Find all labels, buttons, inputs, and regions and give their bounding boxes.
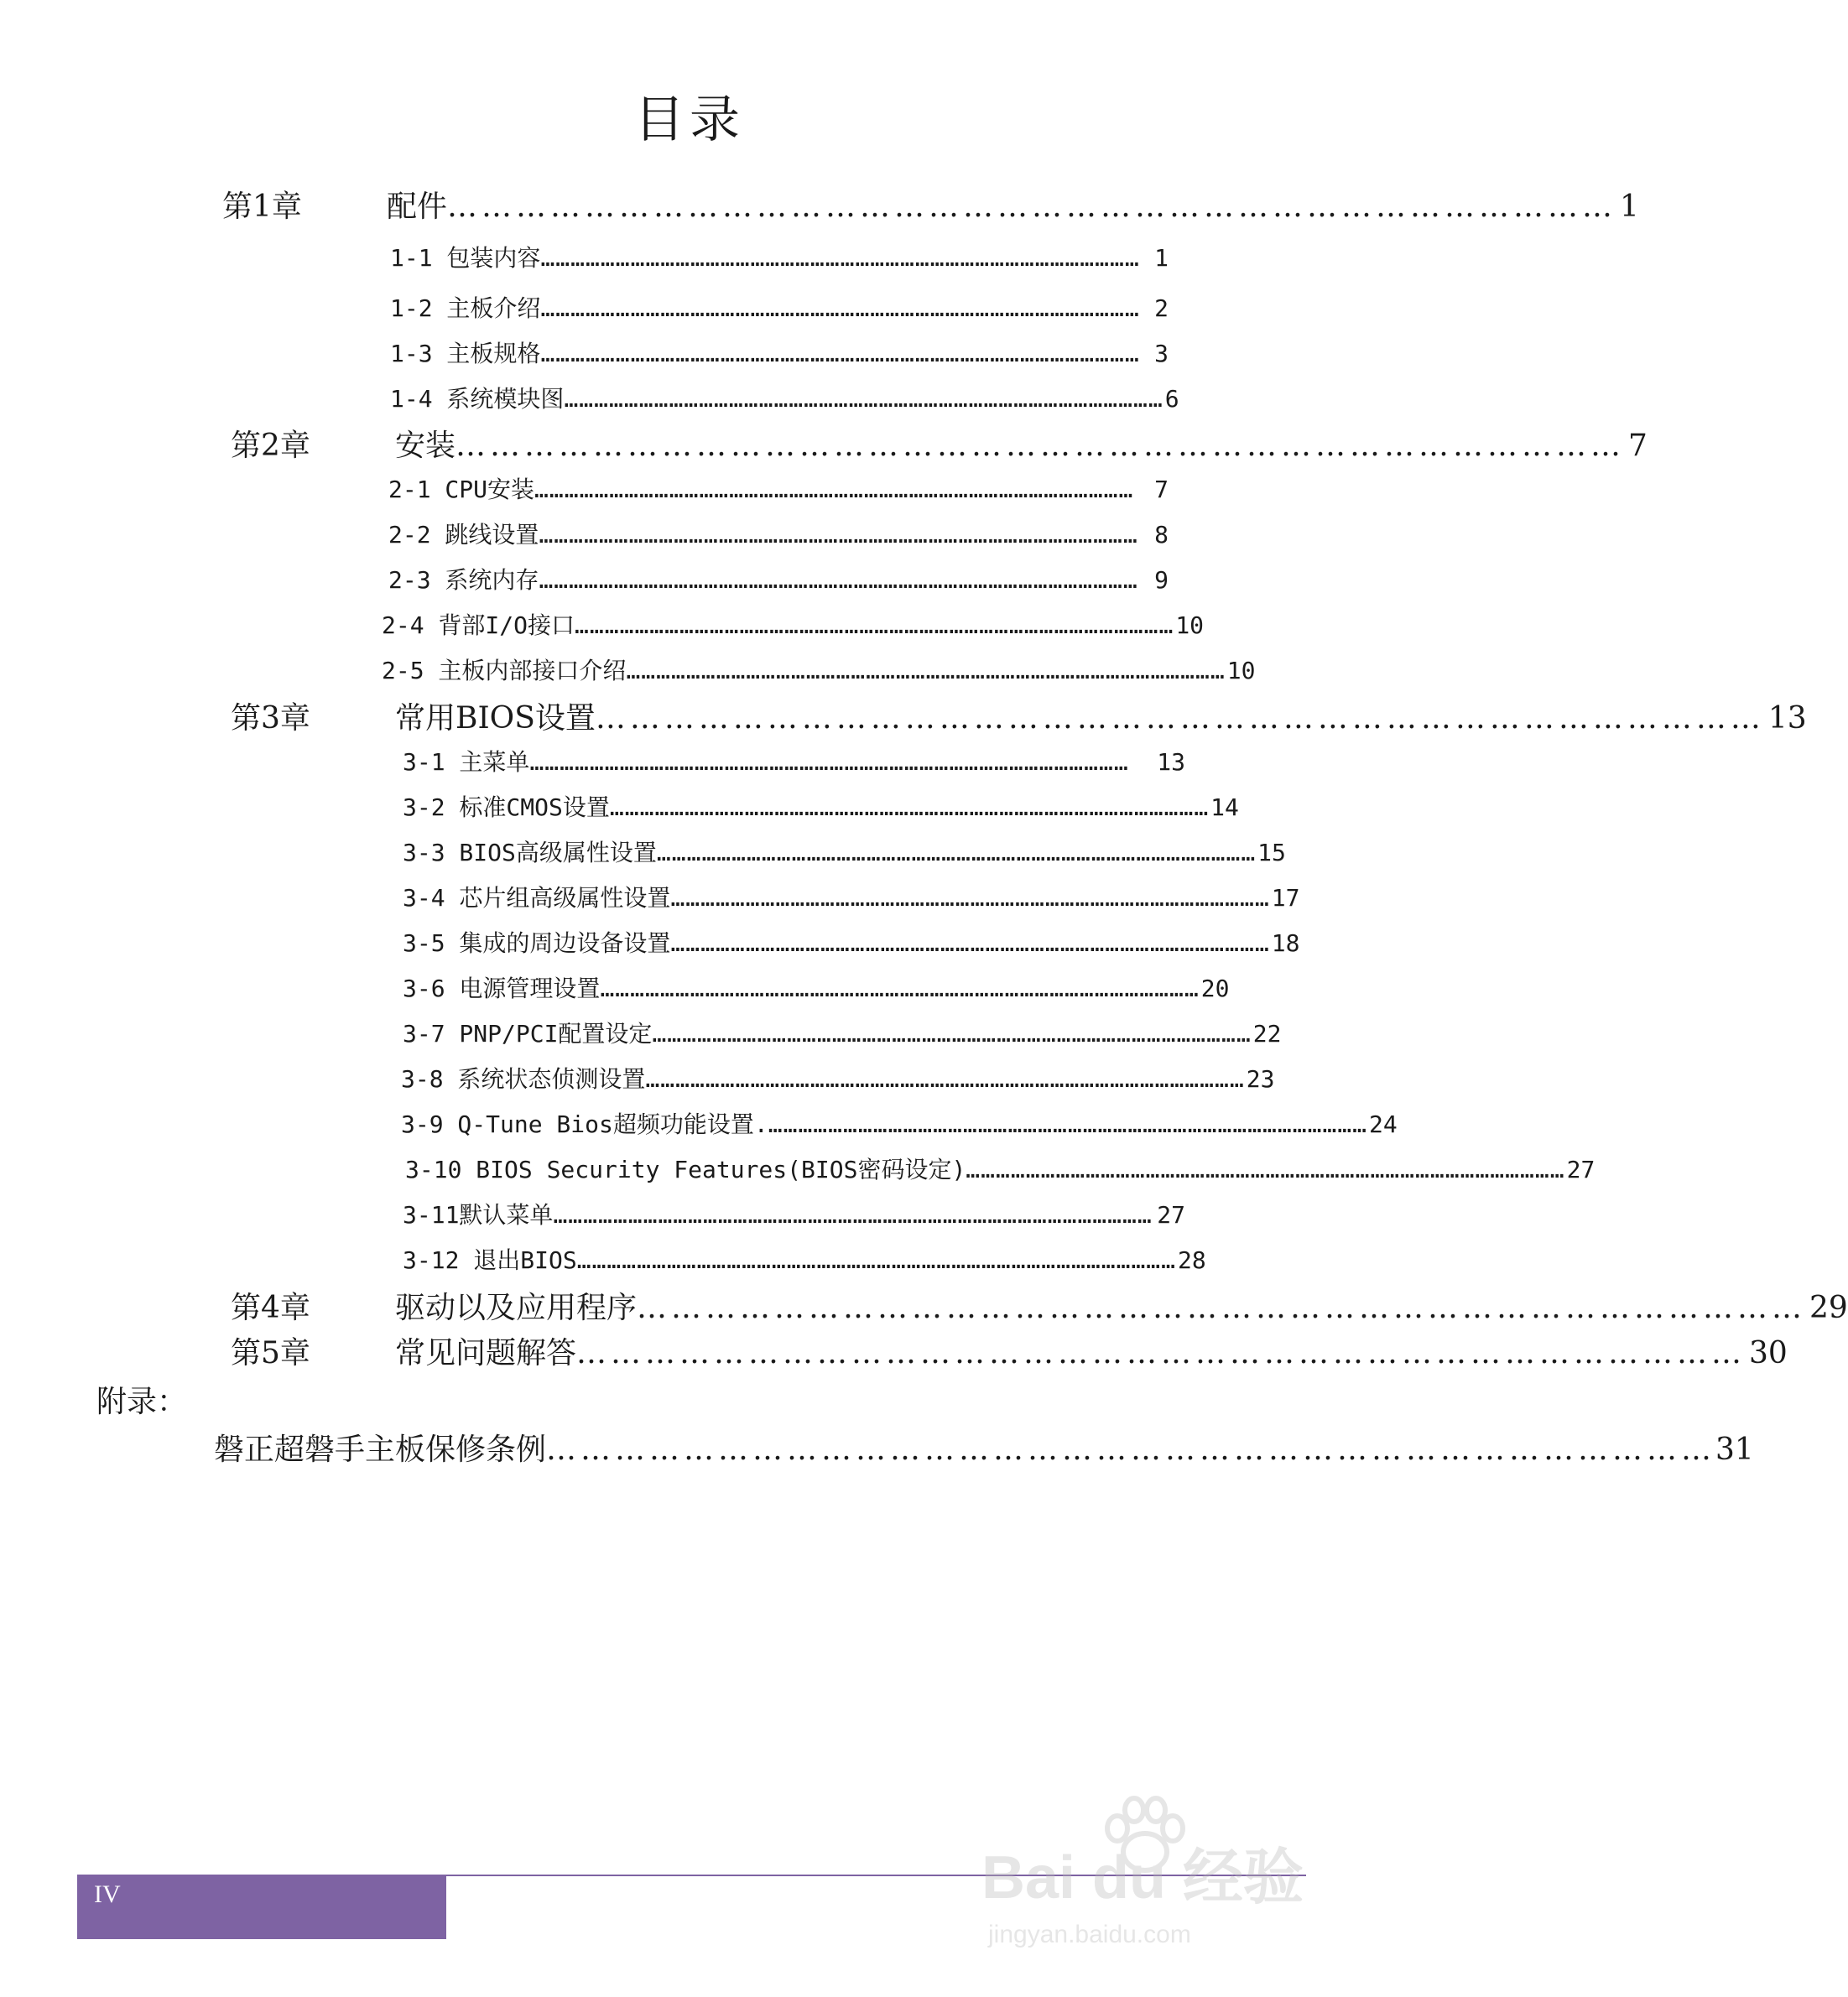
section-title: 3-11默认菜单	[403, 1201, 554, 1229]
section-page: 1	[1154, 244, 1169, 272]
section-title: 3-2 标准CMOS设置	[403, 793, 610, 821]
leader-dots: …………………………………………………………………………………………	[546, 1433, 1716, 1467]
section-title: 2-5 主板内部接口介绍	[382, 657, 627, 684]
toc-section[interactable]	[403, 1197, 1185, 1230]
appendix-heading: 附录：	[96, 1385, 188, 1419]
section-page: 7	[1154, 476, 1169, 503]
toc-section[interactable]	[405, 1152, 1596, 1185]
section-page: 18	[1271, 929, 1300, 957]
leader-dots: …………………………………………………………………………………………………………	[539, 521, 1138, 549]
section-page: 2	[1154, 294, 1169, 322]
leader-dots: …………………………………………………………………………………………………………	[600, 975, 1200, 1002]
toc-section[interactable]	[403, 880, 1300, 913]
section-page: 10	[1226, 657, 1256, 684]
leader-dots: …………………………………………………………………………………………………………	[626, 657, 1226, 684]
section-page: 27	[1566, 1156, 1596, 1183]
section-page: 23	[1246, 1065, 1275, 1093]
section-title: 2-3 系统内存	[388, 566, 539, 594]
section-page: 14	[1210, 793, 1239, 821]
section-title: 3-9 Q-Tune Bios超频功能设置.	[401, 1110, 768, 1138]
leader-dots: …………………………………………………………………………………………………………	[534, 476, 1134, 503]
section-title: 3-1 主菜单	[403, 748, 530, 776]
section-page: 22	[1252, 1020, 1282, 1048]
leader-dots: …………………………………………………………………………………………………………	[540, 294, 1140, 322]
section-title: 3-12 退出BIOS	[403, 1246, 577, 1274]
toc-section[interactable]	[403, 744, 1185, 777]
section-title: 3-6 电源管理设置	[403, 975, 601, 1002]
toc-chapter-2[interactable]	[231, 422, 1648, 467]
toc-section[interactable]	[388, 517, 1169, 550]
leader-dots: …………………………………………………………………………………………	[637, 1291, 1807, 1325]
leader-dots: …………………………………………………………………………………………………………	[540, 340, 1140, 367]
toc-chapter-5[interactable]	[231, 1329, 1788, 1375]
leader-dots: …………………………………………………………………………………………	[576, 1336, 1746, 1370]
section-title: 2-1 CPU安装	[388, 476, 535, 503]
section-title: 1-1 包装内容	[390, 244, 541, 272]
section-title: 1-4 系统模块图	[390, 385, 565, 413]
section-title: 2-2 跳线设置	[388, 521, 539, 549]
watermark-url: jingyan.baidu.com	[988, 1921, 1191, 1948]
chapter-title: 配件	[387, 190, 448, 224]
toc-section[interactable]	[390, 381, 1179, 414]
chapter-label: 第5章	[231, 1336, 310, 1370]
appendix-title: 磐正超磐手主板保修条例	[214, 1433, 547, 1467]
toc-section[interactable]	[403, 970, 1230, 1004]
chapter-title: 常见问题解答	[395, 1336, 577, 1370]
section-page: 20	[1200, 975, 1230, 1002]
baidu-watermark	[981, 1795, 1317, 1963]
toc-section[interactable]	[403, 925, 1300, 959]
chapter-page: 13	[1767, 701, 1807, 736]
chapter-page: 30	[1749, 1336, 1788, 1370]
leader-dots: …………………………………………………………………………………………………………	[645, 1065, 1245, 1093]
section-title: 1-3 主板规格	[390, 340, 541, 367]
chapter-label: 第3章	[231, 701, 310, 736]
toc-section[interactable]	[388, 562, 1169, 595]
chapter-title: 安装	[395, 429, 456, 463]
leader-dots: …………………………………………………………………………………………	[455, 429, 1626, 463]
chapter-label: 第2章	[231, 429, 310, 463]
leader-dots: …………………………………………………………………………………………………………	[652, 1020, 1252, 1048]
chapter-title: 常用BIOS设置	[395, 701, 596, 736]
section-page: 6	[1164, 385, 1179, 413]
section-title: 3-8 系统状态侦测设置	[401, 1065, 646, 1093]
section-page: 28	[1178, 1246, 1206, 1274]
footer-page-number: IV	[94, 1880, 121, 1908]
section-page: 17	[1271, 884, 1300, 912]
leader-dots: …………………………………………………………………………………………………………	[529, 748, 1129, 776]
section-title: 2-4 背部I/O接口	[382, 611, 575, 639]
section-title: 3-4 芯片组高级属性设置	[403, 884, 671, 912]
toc-section[interactable]	[390, 240, 1169, 273]
toc-section[interactable]	[390, 290, 1169, 324]
leader-dots: …………………………………………………………………………………………………………	[539, 566, 1138, 594]
chapter-page: 1	[1620, 190, 1639, 224]
section-page: 10	[1175, 611, 1205, 639]
section-page: 13	[1157, 748, 1185, 776]
leader-dots: …………………………………………………………………………………………	[447, 190, 1617, 224]
section-page: 15	[1257, 839, 1286, 866]
section-page: 24	[1369, 1110, 1398, 1138]
leader-dots: …………………………………………………………………………………………………………	[575, 611, 1174, 639]
toc-section[interactable]	[382, 607, 1205, 641]
watermark-logo-text: Bai du 经验	[981, 1844, 1304, 1911]
section-page: 3	[1154, 340, 1169, 367]
toc-section[interactable]	[388, 471, 1169, 505]
leader-dots: …………………………………………………………………………………………………………	[540, 244, 1140, 272]
page-title: 目录	[634, 91, 745, 149]
leader-dots: …………………………………………………………………………………………………………	[553, 1201, 1153, 1229]
footer-bar	[77, 1875, 446, 1939]
toc-appendix-entry[interactable]	[214, 1426, 1754, 1471]
toc-section[interactable]	[403, 789, 1239, 823]
section-title: 1-2 主板介绍	[390, 294, 541, 322]
toc-chapter-4[interactable]	[231, 1284, 1848, 1329]
leader-dots: …………………………………………………………………………………………………………	[609, 793, 1210, 821]
section-page: 8	[1154, 521, 1169, 549]
section-page: 27	[1157, 1201, 1185, 1229]
appendix-page: 31	[1715, 1433, 1754, 1467]
chapter-label: 第4章	[231, 1291, 310, 1325]
leader-dots: …………………………………………………………………………………………………………	[670, 929, 1270, 957]
section-title: 3-7 PNP/PCI配置设定	[403, 1020, 653, 1048]
toc-section[interactable]	[401, 1061, 1275, 1095]
chapter-page: 29	[1809, 1291, 1848, 1325]
leader-dots: …………………………………………………………………………………………………………	[768, 1110, 1368, 1138]
toc-chapter-1[interactable]	[222, 183, 1639, 228]
leader-dots: …………………………………………………………………………………………………………	[656, 839, 1257, 866]
section-page: 9	[1154, 566, 1169, 594]
toc-section[interactable]	[403, 1242, 1206, 1276]
section-title: 3-3 BIOS高级属性设置	[403, 839, 657, 866]
section-title: 3-5 集成的周边设备设置	[403, 929, 671, 957]
leader-dots: …………………………………………………………………………………………	[595, 701, 1765, 736]
chapter-page: 7	[1628, 429, 1648, 463]
leader-dots: …………………………………………………………………………………………………………	[670, 884, 1270, 912]
leader-dots: …………………………………………………………………………………………………………	[576, 1246, 1177, 1274]
toc-chapter-3[interactable]	[231, 694, 1807, 740]
toc-section[interactable]	[401, 1106, 1398, 1140]
toc-section[interactable]	[390, 335, 1169, 369]
leader-dots: …………………………………………………………………………………………………………	[564, 385, 1163, 413]
chapter-label: 第1章	[222, 190, 302, 224]
toc-section[interactable]	[403, 835, 1286, 868]
toc-section[interactable]	[382, 653, 1256, 686]
leader-dots: …………………………………………………………………………………………………………	[966, 1156, 1565, 1183]
toc-section[interactable]	[403, 1016, 1282, 1049]
chapter-title: 驱动以及应用程序	[395, 1291, 638, 1325]
section-title: 3-10 BIOS Security Features(BIOS密码设定)	[405, 1156, 966, 1183]
